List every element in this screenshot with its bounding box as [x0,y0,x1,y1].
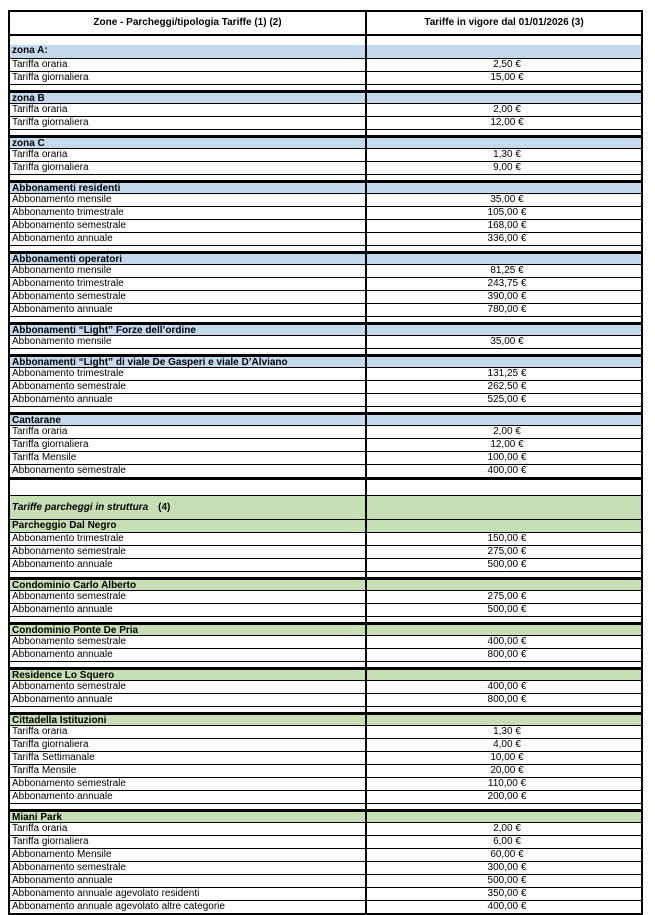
tariff-value: 9,00 € [493,162,521,173]
table-row [10,380,641,393]
spacer-row [10,616,641,622]
tariff-label: Abbonamento annuale [10,604,367,616]
tariff-label: Tariffa oraria [10,59,367,71]
section-title: Abbonamenti “Light” Forze dell’ordine [10,325,367,335]
table-row [10,161,641,174]
tariff-value: 150,00 € [487,533,527,544]
table-row [10,451,641,464]
tariff-label: Tariffa giornaliera [10,117,367,129]
section-title: Miani Park [10,812,367,822]
blank-cell [10,317,367,322]
table-row [10,874,641,887]
structure-title-row [10,495,641,519]
tariff-value: 525,00 € [487,394,527,405]
section-header [10,90,641,103]
tariff-label: Abbonamento annuale [10,233,367,245]
tariff-value: 10,00 € [490,752,524,763]
table-row [10,777,641,790]
section-title: Condominio Ponte De Pria [10,625,367,635]
tariff-label: Tariffa Mensile [10,452,367,464]
header-col-tariff: Tariffe in vigore dal 01/01/2026 (3) [424,17,584,28]
table-row [10,603,641,616]
tariff-label: Abbonamento semestrale [10,546,367,558]
tariff-value: 262,50 € [487,381,527,392]
table-row [10,264,641,277]
tariff-value: 800,00 € [487,694,527,705]
table-row [10,219,641,232]
tariff-label: Abbonamento mensile [10,194,367,206]
tariff-label: Abbonamento semestrale [10,778,367,790]
tariff-value: 400,00 € [487,636,527,647]
tariff-label: Tariffa oraria [10,104,367,116]
tariff-value: 336,00 € [487,233,527,244]
table-row [10,848,641,861]
table-row [10,71,641,84]
section-header [10,519,641,532]
tariff-label: Tariffa giornaliera [10,439,367,451]
tariff-value: 168,00 € [487,220,527,231]
tariff-label: Abbonamento annuale [10,875,367,887]
tariff-label: Abbonamento semestrale [10,862,367,874]
table-row [10,206,641,219]
blank-cell [367,715,641,725]
tariff-label: Tariffa giornaliera [10,72,367,84]
tariff-value: 500,00 € [487,604,527,615]
structure-title: Tariffe parcheggi in struttura [12,502,149,513]
table-row [10,232,641,245]
tariff-value: 12,00 € [490,439,524,450]
tariff-label: Abbonamento semestrale [10,220,367,232]
tariff-value: 800,00 € [487,649,527,660]
tariff-label: Abbonamento semestrale [10,381,367,393]
table-row [10,464,641,477]
blank-cell [10,617,367,622]
table-row [10,532,641,545]
table-row [10,438,641,451]
section-title: zona B [10,93,367,103]
blank-cell [367,93,641,103]
blank-cell [367,580,641,590]
tariff-label: Abbonamento trimestrale [10,368,367,380]
section-header [10,712,641,725]
section-header [10,412,641,425]
section-title: Residence Lo Squero [10,670,367,680]
section-title: Cantarane [10,415,367,425]
table-row [10,590,641,603]
tariff-label: Tariffa oraria [10,823,367,835]
tariff-table [8,10,643,915]
blank-cell [367,812,641,822]
tariff-value: 20,00 € [490,765,524,776]
spacer-row [10,803,641,809]
tariff-value: 350,00 € [487,888,527,899]
tariff-label: Abbonamento mensile [10,265,367,277]
table-row [10,545,641,558]
tariff-value: 35,00 € [490,194,524,205]
spacer-row [10,129,641,135]
blank-cell [10,707,367,712]
tariff-value: 12,00 € [490,117,524,128]
table-row [10,425,641,438]
table-row [10,58,641,71]
table-row [10,861,641,874]
tariff-label: Tariffa Settimanale [10,752,367,764]
tariff-value: 2,50 € [493,59,521,70]
zone-sections [10,45,641,477]
blank-cell [367,45,641,58]
spacer-row [10,406,641,412]
tariff-value: 131,25 € [487,368,527,379]
tariff-label: Tariffa oraria [10,149,367,161]
blank-cell [10,407,367,412]
tariff-label: Abbonamento mensile [10,336,367,348]
tariff-label: Abbonamento annuale [10,791,367,803]
tariff-label: Abbonamento Mensile [10,849,367,861]
blank-cell [367,670,641,680]
spacer-row [10,84,641,90]
tariff-label: Abbonamento annuale [10,304,367,316]
blank-cell [10,349,367,354]
blank-cell [10,175,367,180]
blank-cell [10,85,367,90]
blank-cell [367,480,641,495]
spacer-row [10,348,641,354]
section-title: Abbonamenti operatori [10,254,367,264]
spacer-row [10,571,641,577]
tariff-value: 500,00 € [487,559,527,570]
section-title: Abbonamenti residenti [10,183,367,193]
blank-cell [367,175,641,180]
blank-cell [367,415,641,425]
tariff-label: Abbonamento annuale [10,394,367,406]
section-header [10,45,641,58]
tariff-value: 2,00 € [493,426,521,437]
tariff-value: 60,00 € [490,849,524,860]
table-row [10,635,641,648]
table-row [10,367,641,380]
blank-cell [367,246,641,251]
blank-cell [367,617,641,622]
tariff-value: 200,00 € [487,791,527,802]
tariff-value: 81,25 € [490,265,524,276]
blank-cell [367,130,641,135]
tariff-value: 400,00 € [487,465,527,476]
table-row [10,738,641,751]
section-header [10,622,641,635]
blank-cell [367,36,641,45]
blank-cell [367,625,641,635]
tariff-value: 1,30 € [493,149,521,160]
tariff-value: 15,00 € [490,72,524,83]
tariff-value: 100,00 € [487,452,527,463]
tariff-label: Tariffa Mensile [10,765,367,777]
blank-cell [367,183,641,193]
section-title: Parcheggio Dal Negro [10,520,367,532]
section-title: Cittadella Istituzioni [10,715,367,725]
tariff-value: 2,00 € [493,104,521,115]
table-row [10,558,641,571]
tariff-label: Tariffa giornaliera [10,836,367,848]
tariff-label: Tariffa oraria [10,726,367,738]
tariff-label: Abbonamento trimestrale [10,533,367,545]
table-row [10,290,641,303]
tariff-value: 400,00 € [487,901,527,912]
blank-row [10,477,641,495]
tariff-label: Abbonamento semestrale [10,681,367,693]
tariff-label: Tariffa giornaliera [10,162,367,174]
spacer-row [10,245,641,251]
section-title: zona A: [10,45,367,58]
tariff-value: 2,00 € [493,823,521,834]
table-header [10,12,641,34]
table-row [10,751,641,764]
section-header [10,322,641,335]
table-row [10,725,641,738]
spacer-row [10,661,641,667]
tariff-label: Abbonamento semestrale [10,636,367,648]
blank-cell [367,804,641,809]
table-row [10,835,641,848]
blank-cell [367,357,641,367]
tariff-label: Abbonamento semestrale [10,591,367,603]
blank-row [10,34,641,45]
tariff-value: 780,00 € [487,304,527,315]
tariff-label: Abbonamento annuale [10,649,367,661]
header-col-zone: Zone - Parcheggi/tipologia Tariffe (1) (2) [10,12,367,34]
blank-cell [367,496,641,519]
blank-cell [10,480,367,495]
tariff-value: 300,00 € [487,862,527,873]
tariff-label: Abbonamento semestrale [10,291,367,303]
tariff-label: Tariffa giornaliera [10,739,367,751]
table-row [10,193,641,206]
tariff-label: Abbonamento annuale [10,694,367,706]
structure-sections [10,519,641,913]
section-header [10,180,641,193]
section-header [10,667,641,680]
blank-cell [367,254,641,264]
table-row [10,335,641,348]
table-row [10,277,641,290]
blank-cell [367,325,641,335]
section-title: zona C [10,138,367,148]
tariff-label: Abbonamento trimestrale [10,278,367,290]
table-row [10,648,641,661]
tariff-value: 1,30 € [493,726,521,737]
section-title: Condominio Carlo Alberto [10,580,367,590]
blank-cell [10,572,367,577]
section-header [10,577,641,590]
table-row [10,680,641,693]
blank-cell [367,349,641,354]
tariff-value: 275,00 € [487,546,527,557]
tariff-label: Abbonamento semestrale [10,465,367,477]
blank-cell [367,520,641,532]
tariff-label: Abbonamento annuale [10,559,367,571]
section-header [10,354,641,367]
tariff-value: 500,00 € [487,875,527,886]
section-header [10,251,641,264]
tariff-value: 110,00 € [487,778,527,789]
blank-cell [10,804,367,809]
tariff-label: Abbonamento annuale agevolato altre categorie [10,901,367,913]
blank-cell [367,407,641,412]
blank-cell [10,36,367,45]
table-row [10,822,641,835]
table-row [10,900,641,913]
tariff-value: 275,00 € [487,591,527,602]
spacer-row [10,316,641,322]
section-header [10,135,641,148]
structure-note: (4) [158,502,171,513]
blank-cell [10,130,367,135]
blank-cell [10,246,367,251]
table-row [10,303,641,316]
section-title: Abbonamenti “Light” di viale De Gasperi e viale D’Alviano [10,357,367,367]
table-row [10,116,641,129]
table-row [10,393,641,406]
table-row [10,790,641,803]
blank-cell [367,572,641,577]
blank-cell [367,707,641,712]
tariff-value: 243,75 € [487,278,527,289]
table-row [10,103,641,116]
section-header [10,809,641,822]
tariff-value: 390,00 € [487,291,527,302]
table-row [10,148,641,161]
structure-title-cell [10,496,367,519]
tariff-value: 6,00 € [493,836,521,847]
spacer-row [10,706,641,712]
tariff-label: Abbonamento trimestrale [10,207,367,219]
blank-cell [367,317,641,322]
blank-cell [367,85,641,90]
tariff-label: Tariffa oraria [10,426,367,438]
blank-cell [367,662,641,667]
table-row [10,887,641,900]
tariff-value: 105,00 € [487,207,527,218]
tariff-label: Abbonamento annuale agevolato residenti [10,888,367,900]
table-row [10,764,641,777]
blank-cell [367,138,641,148]
blank-cell [10,662,367,667]
tariff-value: 400,00 € [487,681,527,692]
table-row [10,693,641,706]
tariff-value: 35,00 € [490,336,524,347]
tariff-value: 4,00 € [493,739,521,750]
spacer-row [10,174,641,180]
